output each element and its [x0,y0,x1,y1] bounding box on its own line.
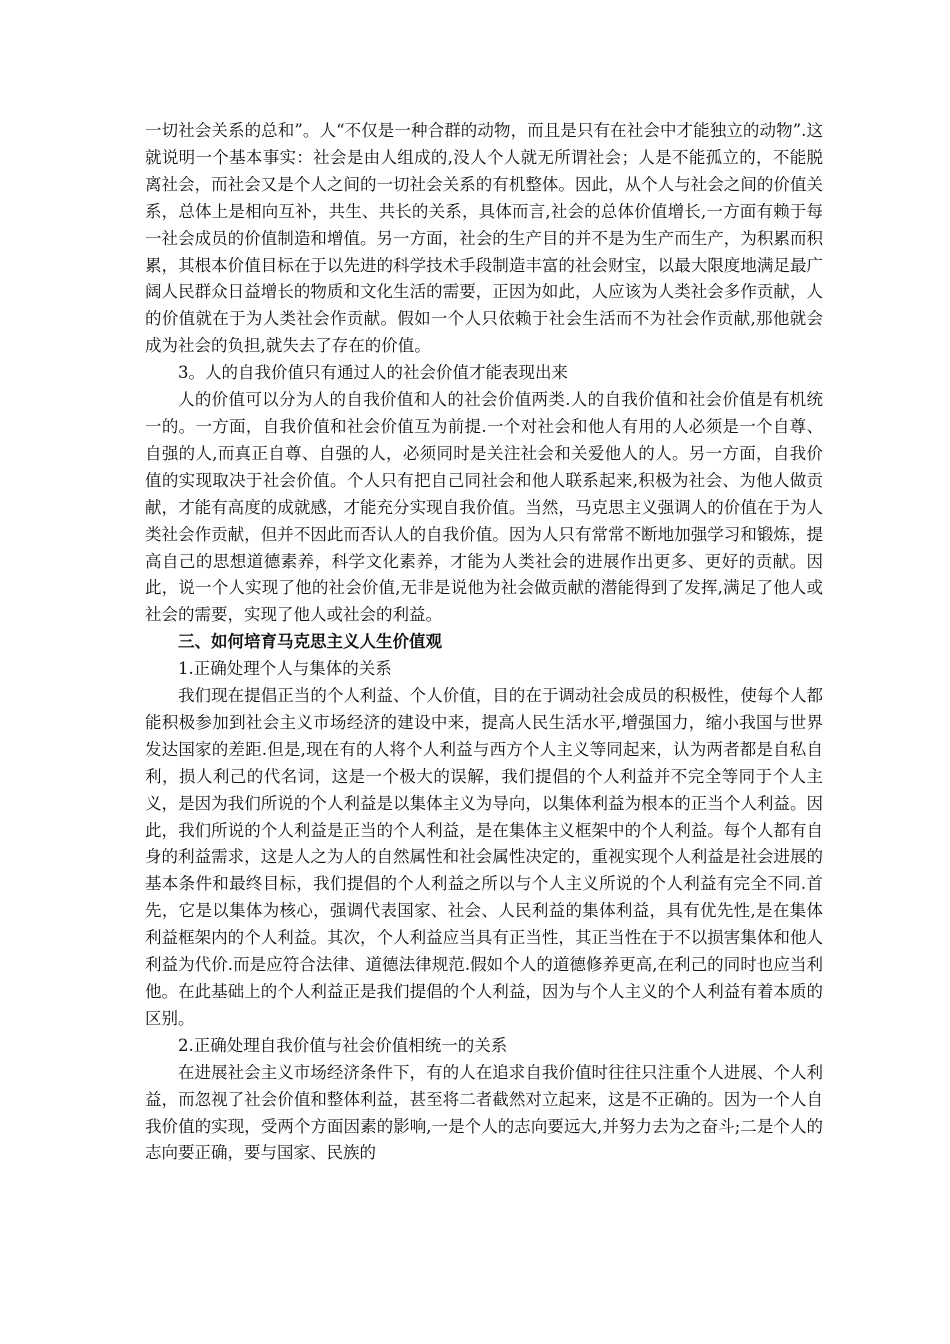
paragraph-individual-collective: 我们现在提倡正当的个人利益、个人价值，目的在于调动社会成员的积极性，使每个人都能积极参加到社会主义市场经济的建设中来，提高人民生活水平,增强国力，缩小我国与世界发达国家的差距.但是,现在有的人将个人利益与西方个人主义等同起来，认为两者都是自私自利，损人利己的代名词，这是一个极大的误解，我们提倡的个人利益并不完全等同于个人主义，是因为我们所说的个人利益是以集体主义为导向，以集体利益为根本的正当个人利益。因此，我们所说的个人利益是正当的个人利益，是在集体主义框架中的个人利益。每个人都有自身的利益需求，这是人之为人的自然属性和社会属性决定的，重视实现个人利益是社会进展的基本条件和最终目标，我们提倡的个人利益之所以与个人主义所说的个人利益有完全不同.首先，它是以集体为核心，强调代表国家、社会、人民利益的集体利益，具有优先性,是在集体利益框架内的个人利益。其次，个人利益应当具有正当性，其正当性在于不以损害集体和他人利益为代价.而是应符合法律、道德法律规范.假如个人的道德修养更高,在利己的同时也应当利他。在此基础上的个人利益正是我们提倡的个人利益，因为与个人主义的个人利益有着本质的区别。 [145,686,823,1028]
paragraph-market-economy: 在进展社会主义市场经济条件下，有的人在追求自我价值时往往只注重个人进展、个人利益，而忽视了社会价值和整体利益，甚至将二者截然对立起来，这是不正确的。因为一个人自我价值的实现，受两个方面因素的影响,一是个人的志向要远大,并努力去为之奋斗;二是个人的志向要正确，要与国家、民族的 [145,1062,823,1163]
document-page [145,118,823,1167]
subsection-heading-2: 2.正确处理自我价值与社会价值相统一的关系 [178,1035,508,1055]
subsection-heading-1: 1.正确处理个人与集体的关系 [178,659,392,679]
paragraph-social-relations: 一切社会关系的总和”。人“不仅是一种合群的动物，而且是只有在社会中才能独立的动物”.这就说明一个基本事实：社会是由人组成的,没人个人就无所谓社会；人是不能孤立的，不能脱离社会，而社会又是个人之间的一切社会关系的有机整体。因此，从个人与社会之间的价值关系，总体上是相向互补，共生、共长的关系，具体而言,社会的总体价值增长,一方面有赖于每一社会成员的价值制造和增值。另一方面，社会的生产目的并不是为生产而生产，为积累而积累，其根本价值目标在于以先进的科学技术手段制造丰富的社会财宝，以最大限度地满足最广阔人民群众日益增长的物质和文化生活的需要，正因为如此，人应该为人类社会多作贡献，人的价值就在于为人类社会作贡献。假如一个人只依赖于社会生活而不为社会作贡献,那他就会成为社会的负担,就失去了存在的价值。 [145,121,823,356]
section-heading-three: 三、如何培育马克思主义人生价值观 [178,632,442,652]
subsection-heading-3: 3。人的自我价值只有通过人的社会价值才能表现出来 [178,363,568,383]
paragraph-self-and-social-value: 人的价值可以分为人的自我价值和人的社会价值两类.人的自我价值和社会价值是有机统一的。一方面，自我价值和社会价值互为前提.一个对社会和他人有用的人必须是一个自尊、自强的人,而真正自尊、自强的人，必须同时是关注社会和关爱他人的人。另一方面，自我价值的实现取决于社会价值。个人只有把自己同社会和他人联系起来,积极为社会、为他人做贡献，才能有高度的成就感，才能充分实现自我价值。当然，马克思主义强调人的价值在于为人类社会作贡献，但并不因此而否认人的自我价值。因为人只有常常不断地加强学习和锻炼，提高自己的思想道德素养，科学文化素养，才能为人类社会的进展作出更多、更好的贡献。因此，说一个人实现了他的社会价值,无非是说他为社会做贡献的潜能得到了发挥,满足了他人或社会的需要，实现了他人或社会的利益。 [145,390,823,625]
